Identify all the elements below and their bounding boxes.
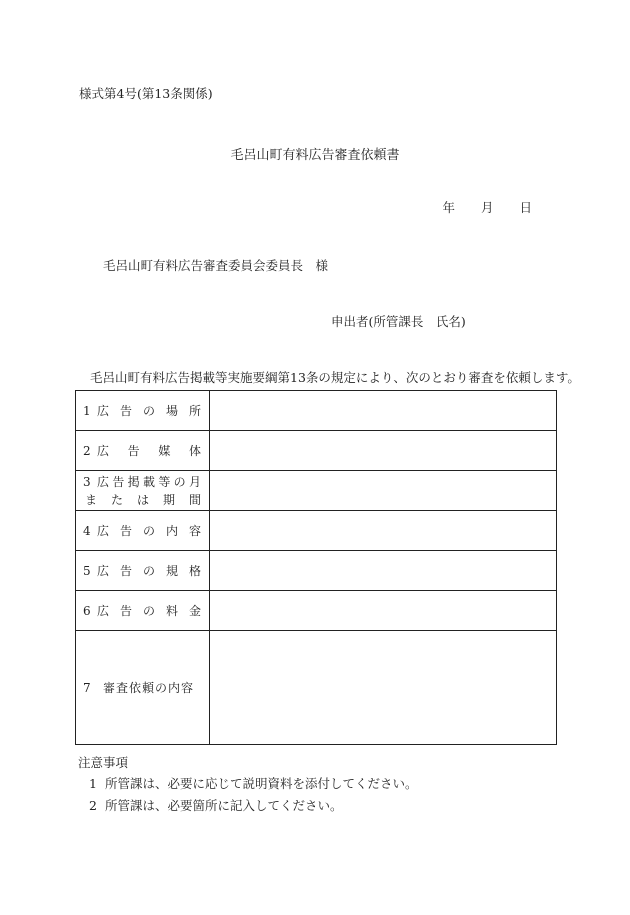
row-value-field[interactable] bbox=[210, 631, 557, 745]
label-char: 告 bbox=[119, 604, 132, 618]
row-label-text bbox=[97, 522, 209, 539]
intro-text: 毛呂山町有料広告掲載等実施要綱第13条の規定により、次のとおり審査を依頼します。 bbox=[90, 370, 580, 385]
label-char: 金 bbox=[188, 604, 201, 618]
row-label bbox=[76, 631, 210, 745]
row-value-field[interactable] bbox=[210, 591, 557, 631]
label-char: 告 bbox=[119, 524, 132, 538]
row-label bbox=[76, 391, 210, 431]
row-value-field[interactable] bbox=[210, 471, 557, 511]
table-row bbox=[76, 471, 557, 511]
label-char: 内 bbox=[165, 524, 178, 538]
label-char: 載 bbox=[142, 475, 155, 489]
row-label bbox=[76, 591, 210, 631]
label-char: 月 bbox=[188, 475, 201, 489]
table-row bbox=[76, 391, 557, 431]
row-label bbox=[76, 551, 210, 591]
label-char: 告 bbox=[112, 475, 125, 489]
request-form-table bbox=[75, 390, 557, 745]
label-char: 広 bbox=[97, 404, 110, 418]
document-title: 毛呂山町有料広告審査依頼書 bbox=[230, 148, 400, 163]
row-value-field[interactable] bbox=[210, 551, 557, 591]
label-char: た bbox=[110, 493, 123, 507]
label-char: 広 bbox=[97, 604, 110, 618]
note-number: 1 bbox=[89, 776, 97, 791]
label-char: ま bbox=[85, 493, 98, 507]
label-char: 格 bbox=[188, 564, 201, 578]
label-char: 場 bbox=[165, 404, 178, 418]
addressee: 毛呂山町有料広告審査委員会委員長 様 bbox=[103, 258, 329, 273]
label-char: の bbox=[142, 524, 155, 538]
row-label bbox=[76, 471, 210, 511]
table-row bbox=[76, 591, 557, 631]
table-row bbox=[76, 511, 557, 551]
row-label-text bbox=[97, 442, 209, 459]
date-day: 日 bbox=[519, 200, 532, 215]
label-char: 容 bbox=[188, 524, 201, 538]
row-label-text bbox=[97, 402, 209, 419]
label-char: 料 bbox=[165, 604, 178, 618]
notes-title: 注意事項 bbox=[78, 755, 129, 770]
row-value-field[interactable] bbox=[210, 431, 557, 471]
row-label-text: 審査依頼の内容 bbox=[103, 681, 195, 695]
label-char: 媒 bbox=[158, 444, 171, 458]
label-char: 告 bbox=[127, 444, 140, 458]
label-char: 広 bbox=[97, 475, 110, 489]
row-number: 4 bbox=[83, 524, 91, 538]
row-value-field[interactable] bbox=[210, 391, 557, 431]
applicant-line: 申出者(所管課長 氏名) bbox=[331, 314, 466, 329]
label-char: 広 bbox=[97, 444, 110, 458]
row-number: 1 bbox=[83, 404, 91, 418]
row-value-field[interactable] bbox=[210, 511, 557, 551]
label-char: は bbox=[136, 493, 149, 507]
row-label-text bbox=[97, 562, 209, 579]
date-line bbox=[442, 198, 532, 216]
note-number: 2 bbox=[89, 798, 97, 813]
table-row bbox=[76, 631, 557, 745]
label-char: 期 bbox=[162, 493, 175, 507]
row-label-text bbox=[97, 473, 209, 490]
row-label-text-line2 bbox=[83, 491, 209, 508]
form-number: 様式第4号(第13条関係) bbox=[79, 86, 213, 101]
table-row bbox=[76, 431, 557, 471]
row-label bbox=[76, 511, 210, 551]
note-item bbox=[89, 796, 343, 814]
row-number: 7 bbox=[83, 681, 91, 695]
label-char: 所 bbox=[188, 404, 201, 418]
table-row bbox=[76, 551, 557, 591]
note-item bbox=[89, 774, 418, 792]
label-char: 掲 bbox=[127, 475, 140, 489]
label-char: 広 bbox=[97, 564, 110, 578]
label-char: 間 bbox=[188, 493, 201, 507]
label-char: 等 bbox=[158, 475, 171, 489]
row-label-text bbox=[97, 602, 209, 619]
row-number: 6 bbox=[83, 604, 91, 618]
label-char: 規 bbox=[165, 564, 178, 578]
label-char: 体 bbox=[188, 444, 201, 458]
row-label bbox=[76, 431, 210, 471]
note-text: 所管課は、必要箇所に記入してください。 bbox=[105, 798, 343, 813]
date-month: 月 bbox=[480, 200, 494, 215]
note-text: 所管課は、必要に応じて説明資料を添付してください。 bbox=[105, 776, 418, 791]
date-year: 年 bbox=[442, 200, 455, 215]
label-char: 告 bbox=[119, 564, 132, 578]
label-char: の bbox=[142, 404, 155, 418]
label-char: の bbox=[173, 475, 186, 489]
label-char: 告 bbox=[119, 404, 132, 418]
row-number: 2 bbox=[83, 444, 91, 458]
row-number: 3 bbox=[83, 475, 91, 489]
label-char: の bbox=[142, 564, 155, 578]
row-number: 5 bbox=[83, 564, 91, 578]
label-char: の bbox=[142, 604, 155, 618]
label-char: 広 bbox=[97, 524, 110, 538]
